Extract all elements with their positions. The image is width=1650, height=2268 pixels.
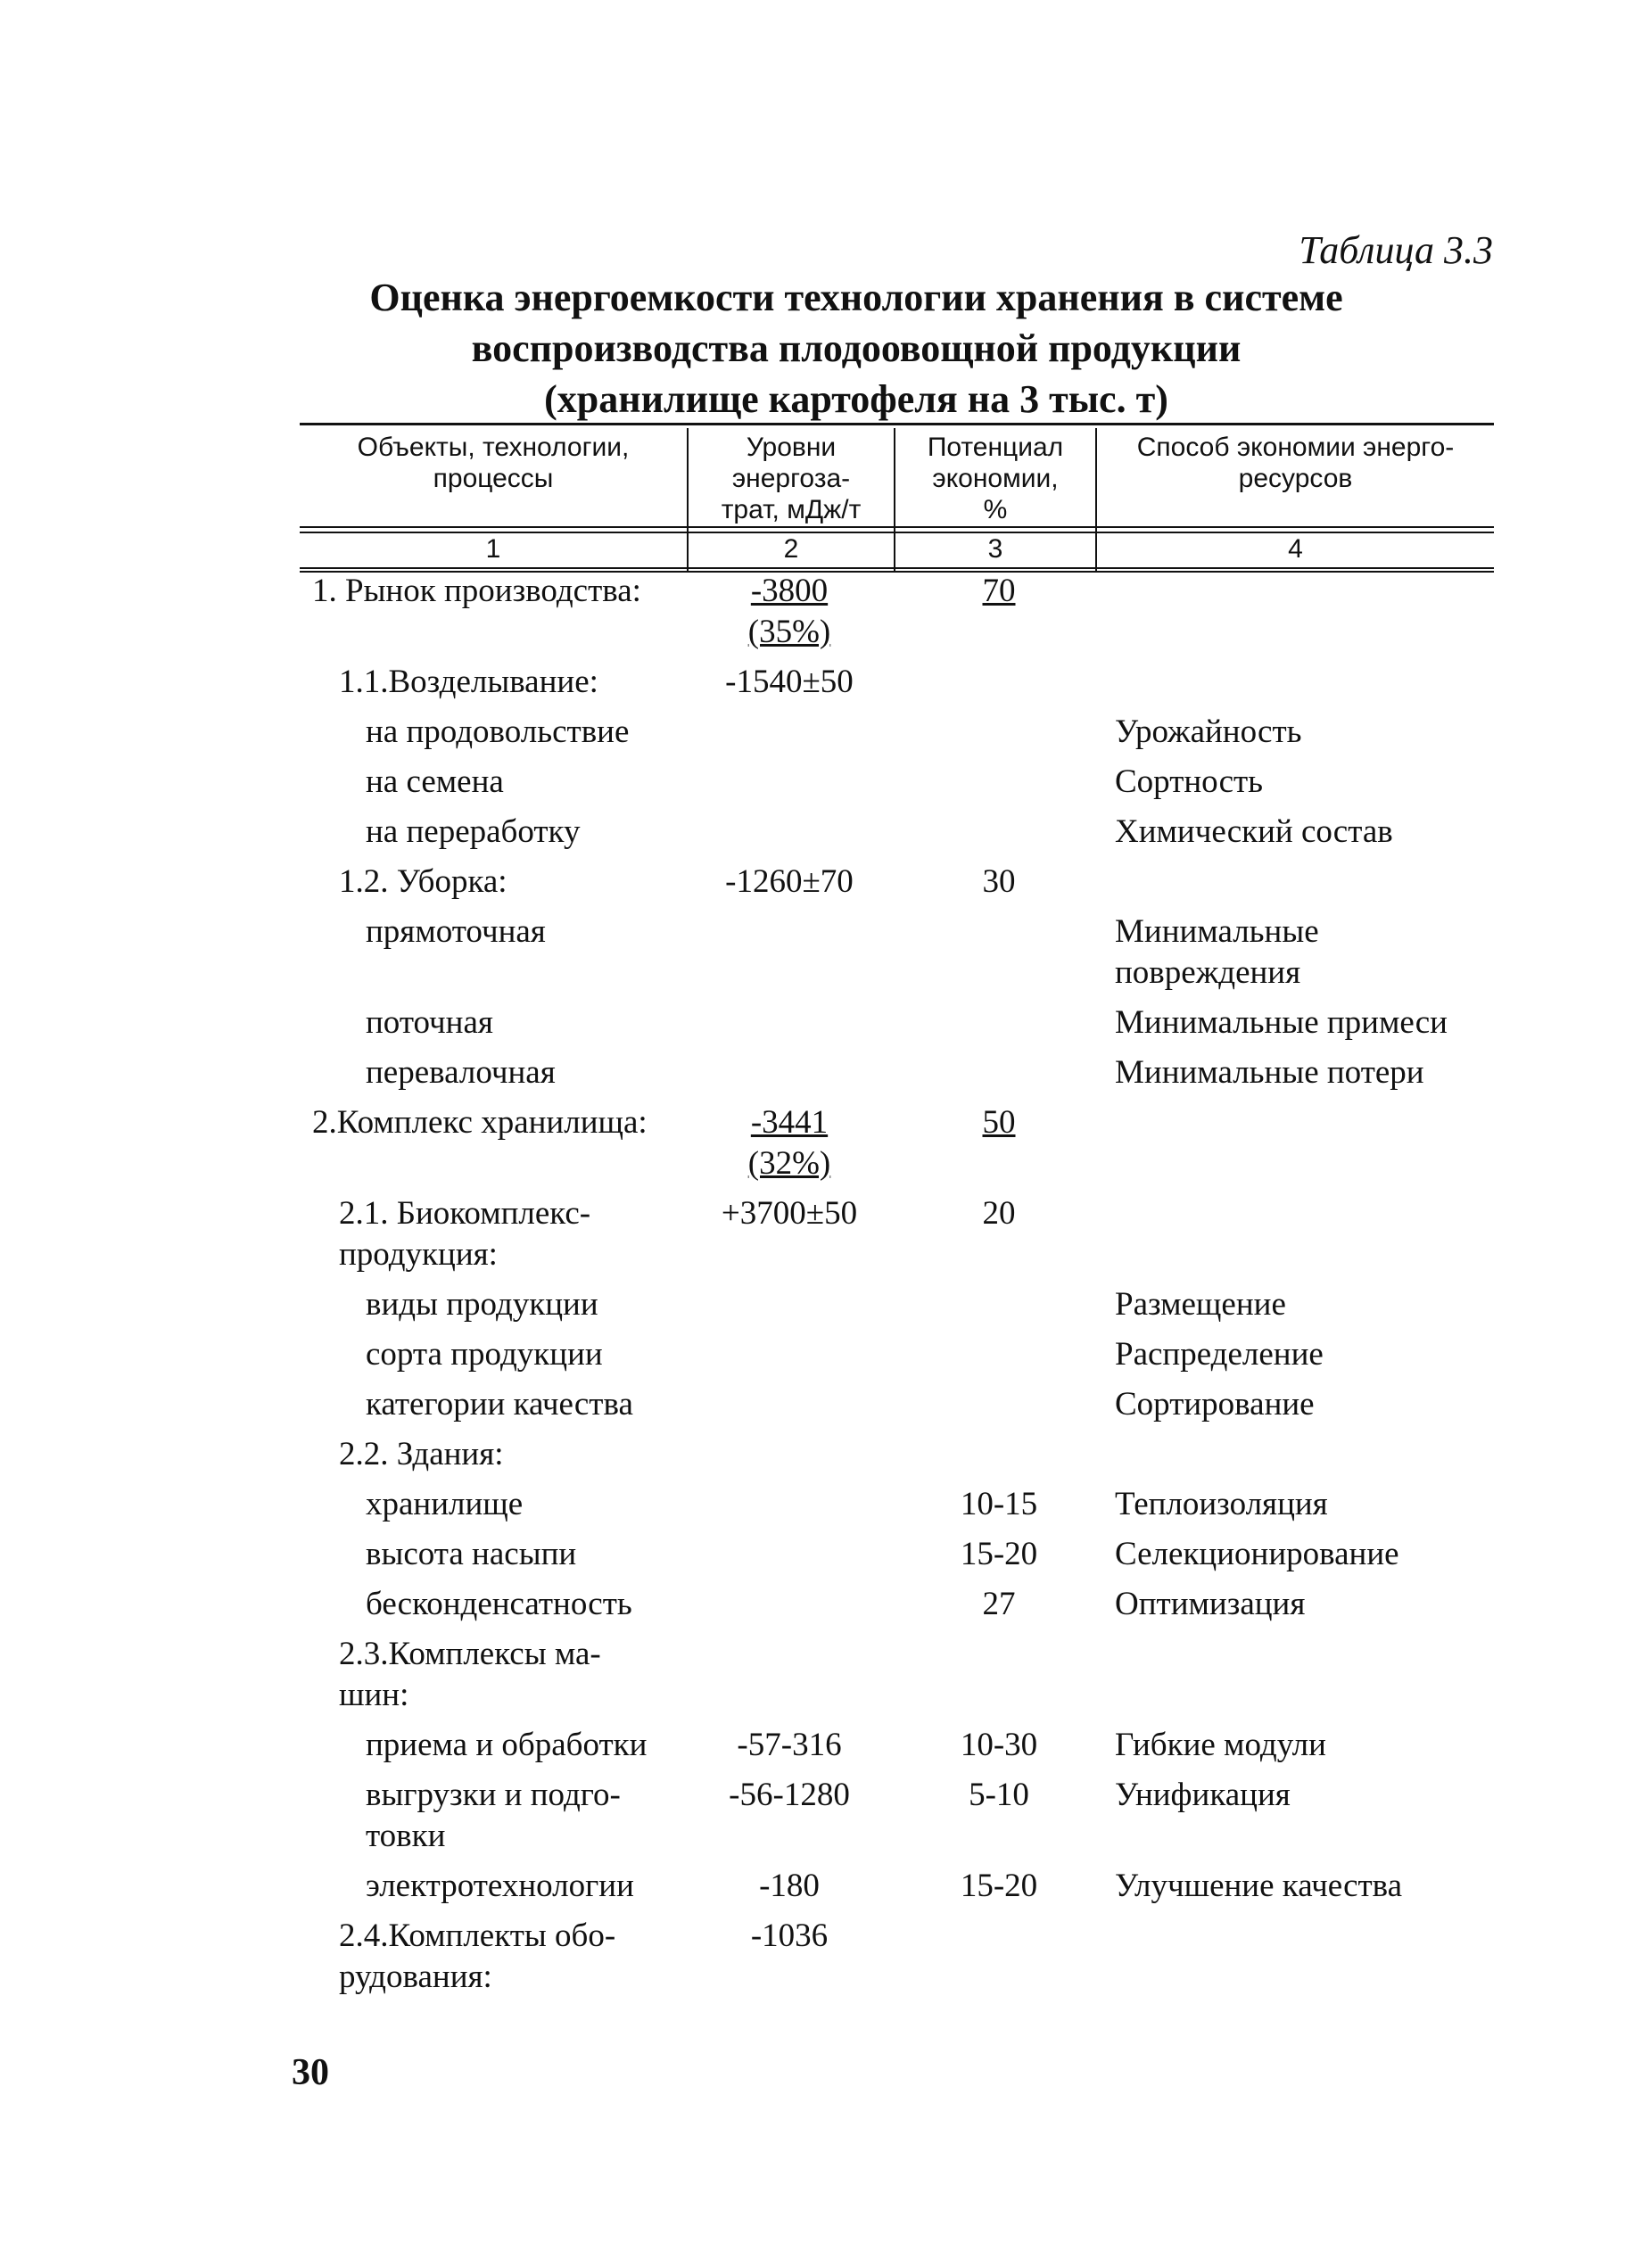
cell-line: Химический состав bbox=[1115, 813, 1393, 850]
cell-line: -1036 bbox=[750, 1917, 829, 1954]
cell-line: приема и обработки bbox=[366, 1727, 648, 1763]
table-row bbox=[0, 571, 1650, 662]
cell-line: прямоточная bbox=[366, 913, 546, 950]
header-objects: Объекты, технологии, процессы bbox=[357, 433, 630, 493]
cell-line: товки bbox=[366, 1818, 446, 1854]
cell-line: категории качества bbox=[366, 1386, 633, 1423]
cell-line: 50 bbox=[982, 1104, 1016, 1141]
cell-line: 2.1. Биокомплекс- bbox=[339, 1195, 591, 1232]
row-cell-c4 bbox=[1115, 1534, 1489, 1575]
row-cell-c1 bbox=[366, 812, 581, 853]
cell-line: 20 bbox=[982, 1195, 1016, 1232]
row-cell-c1 bbox=[339, 1916, 615, 1998]
row-cell-c2 bbox=[687, 1193, 892, 1234]
cell-line: 2.4.Комплекты обо- bbox=[339, 1917, 616, 1954]
cell-line: -3441 bbox=[750, 1104, 829, 1141]
cell-line: Сортность bbox=[1115, 763, 1264, 800]
row-cell-c4 bbox=[1115, 1584, 1489, 1625]
cell-line: виды продукции bbox=[366, 1286, 598, 1323]
column-number: 3 bbox=[987, 534, 1003, 564]
cell-line: Сортирование bbox=[1115, 1386, 1315, 1423]
row-cell-c1 bbox=[366, 1534, 576, 1575]
row-cell-c1 bbox=[339, 1193, 590, 1275]
row-cell-c4 bbox=[1115, 762, 1489, 803]
cell-line: 2.2. Здания: bbox=[339, 1436, 504, 1472]
cell-line: Теплоизоляция bbox=[1115, 1486, 1328, 1522]
cell-line: 2.Комплекс хранилища: bbox=[312, 1104, 648, 1141]
cell-line: (35%) bbox=[747, 614, 831, 650]
table-row bbox=[0, 762, 1650, 812]
cell-line: -1260±70 bbox=[725, 863, 854, 900]
header-bottom-rule bbox=[300, 567, 1494, 569]
cell-line: бесконденсатность bbox=[366, 1586, 632, 1622]
header-saving-method: Способ экономии энерго- ресурсов bbox=[1136, 433, 1455, 493]
header-energy-levels: Уровни энергоза- трат, мДж/т bbox=[721, 433, 862, 524]
cell-line: Минимальные примеси bbox=[1115, 1004, 1448, 1041]
cell-line: Распределение bbox=[1115, 1336, 1324, 1373]
cell-line: Минимальные потери bbox=[1115, 1054, 1424, 1091]
table-row bbox=[0, 1916, 1650, 2007]
cell-line: Размещение bbox=[1115, 1286, 1286, 1323]
row-cell-c3 bbox=[910, 1102, 1088, 1143]
cell-line: шин: bbox=[339, 1677, 409, 1713]
row-cell-c2 bbox=[687, 571, 892, 653]
table-row bbox=[0, 1725, 1650, 1775]
row-cell-c3 bbox=[910, 1866, 1088, 1907]
page-number: 30 bbox=[292, 2052, 329, 2093]
cell-line: 10-15 bbox=[960, 1486, 1038, 1522]
title-line: Оценка энергоемкости технологии хранения в системе bbox=[369, 276, 1343, 319]
row-cell-c1 bbox=[366, 1584, 632, 1625]
cell-line: Оптимизация bbox=[1115, 1586, 1306, 1622]
cell-line: (32%) bbox=[747, 1145, 831, 1182]
table-row bbox=[0, 1634, 1650, 1725]
cell-line: 27 bbox=[982, 1586, 1016, 1622]
cell-line: -56-1280 bbox=[729, 1777, 850, 1813]
table-title bbox=[312, 272, 1400, 425]
cell-line: 30 bbox=[982, 863, 1016, 900]
row-cell-c4 bbox=[1115, 812, 1489, 853]
title-line: (хранилище картофеля на 3 тыс. т) bbox=[544, 377, 1168, 421]
cell-line: 2.3.Комплексы ма- bbox=[339, 1636, 601, 1672]
table-body bbox=[0, 571, 1650, 2007]
table-row bbox=[0, 1434, 1650, 1484]
cell-line: -3800 bbox=[750, 573, 829, 609]
row-cell-c1 bbox=[366, 1866, 634, 1907]
column-number: 4 bbox=[1288, 534, 1303, 564]
table-caption: Таблица 3.3 bbox=[1299, 228, 1493, 272]
table-row bbox=[0, 911, 1650, 1002]
cell-line: на семена bbox=[366, 763, 504, 800]
cell-line: рудования: bbox=[339, 1959, 492, 1995]
row-cell-c2 bbox=[687, 662, 892, 703]
row-cell-c1 bbox=[366, 1284, 598, 1325]
row-cell-c1 bbox=[366, 1725, 647, 1766]
cell-line: перевалочная bbox=[366, 1054, 556, 1091]
cell-line: Унификация bbox=[1115, 1777, 1291, 1813]
row-cell-c1 bbox=[339, 1434, 504, 1475]
table-row bbox=[0, 1002, 1650, 1052]
row-cell-c1 bbox=[339, 662, 598, 703]
row-cell-c4 bbox=[1115, 1866, 1489, 1907]
row-cell-c1 bbox=[366, 1384, 633, 1425]
row-cell-c3 bbox=[910, 571, 1088, 612]
row-cell-c2 bbox=[687, 1725, 892, 1766]
row-cell-c1 bbox=[366, 1334, 603, 1375]
header-savings-potential: Потенциал экономии, % bbox=[927, 433, 1064, 524]
row-cell-c3 bbox=[910, 1725, 1088, 1766]
table-row bbox=[0, 862, 1650, 911]
cell-line: 10-30 bbox=[960, 1727, 1038, 1763]
row-cell-c4 bbox=[1115, 1002, 1489, 1043]
cell-line: +3700±50 bbox=[721, 1195, 858, 1232]
row-cell-c2 bbox=[687, 1866, 892, 1907]
row-cell-c2 bbox=[687, 1102, 892, 1184]
cell-line: на продовольствие bbox=[366, 713, 630, 750]
row-cell-c1 bbox=[339, 862, 507, 903]
header-mid-rule-2 bbox=[300, 532, 1494, 533]
row-cell-c4 bbox=[1115, 1775, 1489, 1816]
cell-line: Гибкие модули bbox=[1115, 1727, 1326, 1763]
row-cell-c1 bbox=[366, 1052, 556, 1093]
cell-line: продукция: bbox=[339, 1236, 498, 1273]
row-cell-c1 bbox=[312, 1102, 648, 1143]
table-row bbox=[0, 1866, 1650, 1916]
table-row bbox=[0, 1052, 1650, 1102]
column-number: 1 bbox=[485, 534, 501, 564]
row-cell-c1 bbox=[366, 1775, 621, 1857]
row-cell-c4 bbox=[1115, 712, 1489, 753]
cell-line: выгрузки и подго- bbox=[366, 1777, 621, 1813]
cell-line: 5-10 bbox=[969, 1777, 1029, 1813]
cell-line: Улучшение качества bbox=[1115, 1868, 1403, 1904]
row-cell-c1 bbox=[366, 1002, 493, 1043]
table-row bbox=[0, 1534, 1650, 1584]
row-cell-c3 bbox=[910, 1484, 1088, 1525]
table-row bbox=[0, 1334, 1650, 1384]
row-cell-c1 bbox=[339, 1634, 601, 1716]
table-row bbox=[0, 1102, 1650, 1193]
cell-line: повреждения bbox=[1115, 954, 1301, 991]
row-cell-c4 bbox=[1115, 1284, 1489, 1325]
table-row bbox=[0, 712, 1650, 762]
row-cell-c1 bbox=[366, 712, 629, 753]
cell-line: 15-20 bbox=[960, 1536, 1038, 1572]
table-row bbox=[0, 1584, 1650, 1634]
table-row bbox=[0, 1484, 1650, 1534]
row-cell-c1 bbox=[366, 1484, 523, 1525]
cell-line: высота насыпи bbox=[366, 1536, 577, 1572]
row-cell-c3 bbox=[910, 862, 1088, 903]
row-cell-c4 bbox=[1115, 1052, 1489, 1093]
row-cell-c2 bbox=[687, 862, 892, 903]
row-cell-c3 bbox=[910, 1193, 1088, 1234]
column-number: 2 bbox=[783, 534, 799, 564]
row-cell-c4 bbox=[1115, 1384, 1489, 1425]
cell-line: на переработку bbox=[366, 813, 581, 850]
row-cell-c2 bbox=[687, 1916, 892, 1957]
cell-line: -180 bbox=[759, 1868, 820, 1904]
table-row bbox=[0, 1384, 1650, 1434]
cell-line: электротехнологии bbox=[366, 1868, 634, 1904]
cell-line: -1540±50 bbox=[725, 664, 854, 700]
row-cell-c1 bbox=[312, 571, 641, 612]
row-cell-c3 bbox=[910, 1775, 1088, 1816]
row-cell-c4 bbox=[1115, 1334, 1489, 1375]
table-row bbox=[0, 812, 1650, 862]
table-row bbox=[0, 1284, 1650, 1334]
title-line: воспроизводства плодоовощной продукции bbox=[471, 326, 1242, 370]
header-mid-rule bbox=[300, 526, 1494, 528]
row-cell-c3 bbox=[910, 1584, 1088, 1625]
cell-line: 1. Рынок производства: bbox=[312, 573, 641, 609]
cell-line: 1.1.Возделывание: bbox=[339, 664, 598, 700]
cell-line: -57-316 bbox=[737, 1727, 842, 1763]
cell-line: поточная bbox=[366, 1004, 493, 1041]
cell-line: Селекционирование bbox=[1115, 1536, 1399, 1572]
cell-line: 70 bbox=[982, 573, 1016, 609]
cell-line: Минимальные bbox=[1115, 913, 1319, 950]
table-row bbox=[0, 662, 1650, 712]
row-cell-c3 bbox=[910, 1534, 1088, 1575]
cell-line: 15-20 bbox=[960, 1868, 1038, 1904]
row-cell-c4 bbox=[1115, 1725, 1489, 1766]
table-header bbox=[300, 423, 1494, 573]
row-cell-c4 bbox=[1115, 911, 1489, 994]
header-top-rule bbox=[300, 423, 1494, 425]
table-row bbox=[0, 1193, 1650, 1284]
row-cell-c2 bbox=[687, 1775, 892, 1816]
row-cell-c4 bbox=[1115, 1484, 1489, 1525]
cell-line: 1.2. Уборка: bbox=[339, 863, 507, 900]
row-cell-c1 bbox=[366, 762, 504, 803]
table-row bbox=[0, 1775, 1650, 1866]
cell-line: Урожайность bbox=[1115, 713, 1302, 750]
row-cell-c1 bbox=[366, 911, 546, 953]
cell-line: сорта продукции bbox=[366, 1336, 603, 1373]
cell-line: хранилище bbox=[366, 1486, 524, 1522]
